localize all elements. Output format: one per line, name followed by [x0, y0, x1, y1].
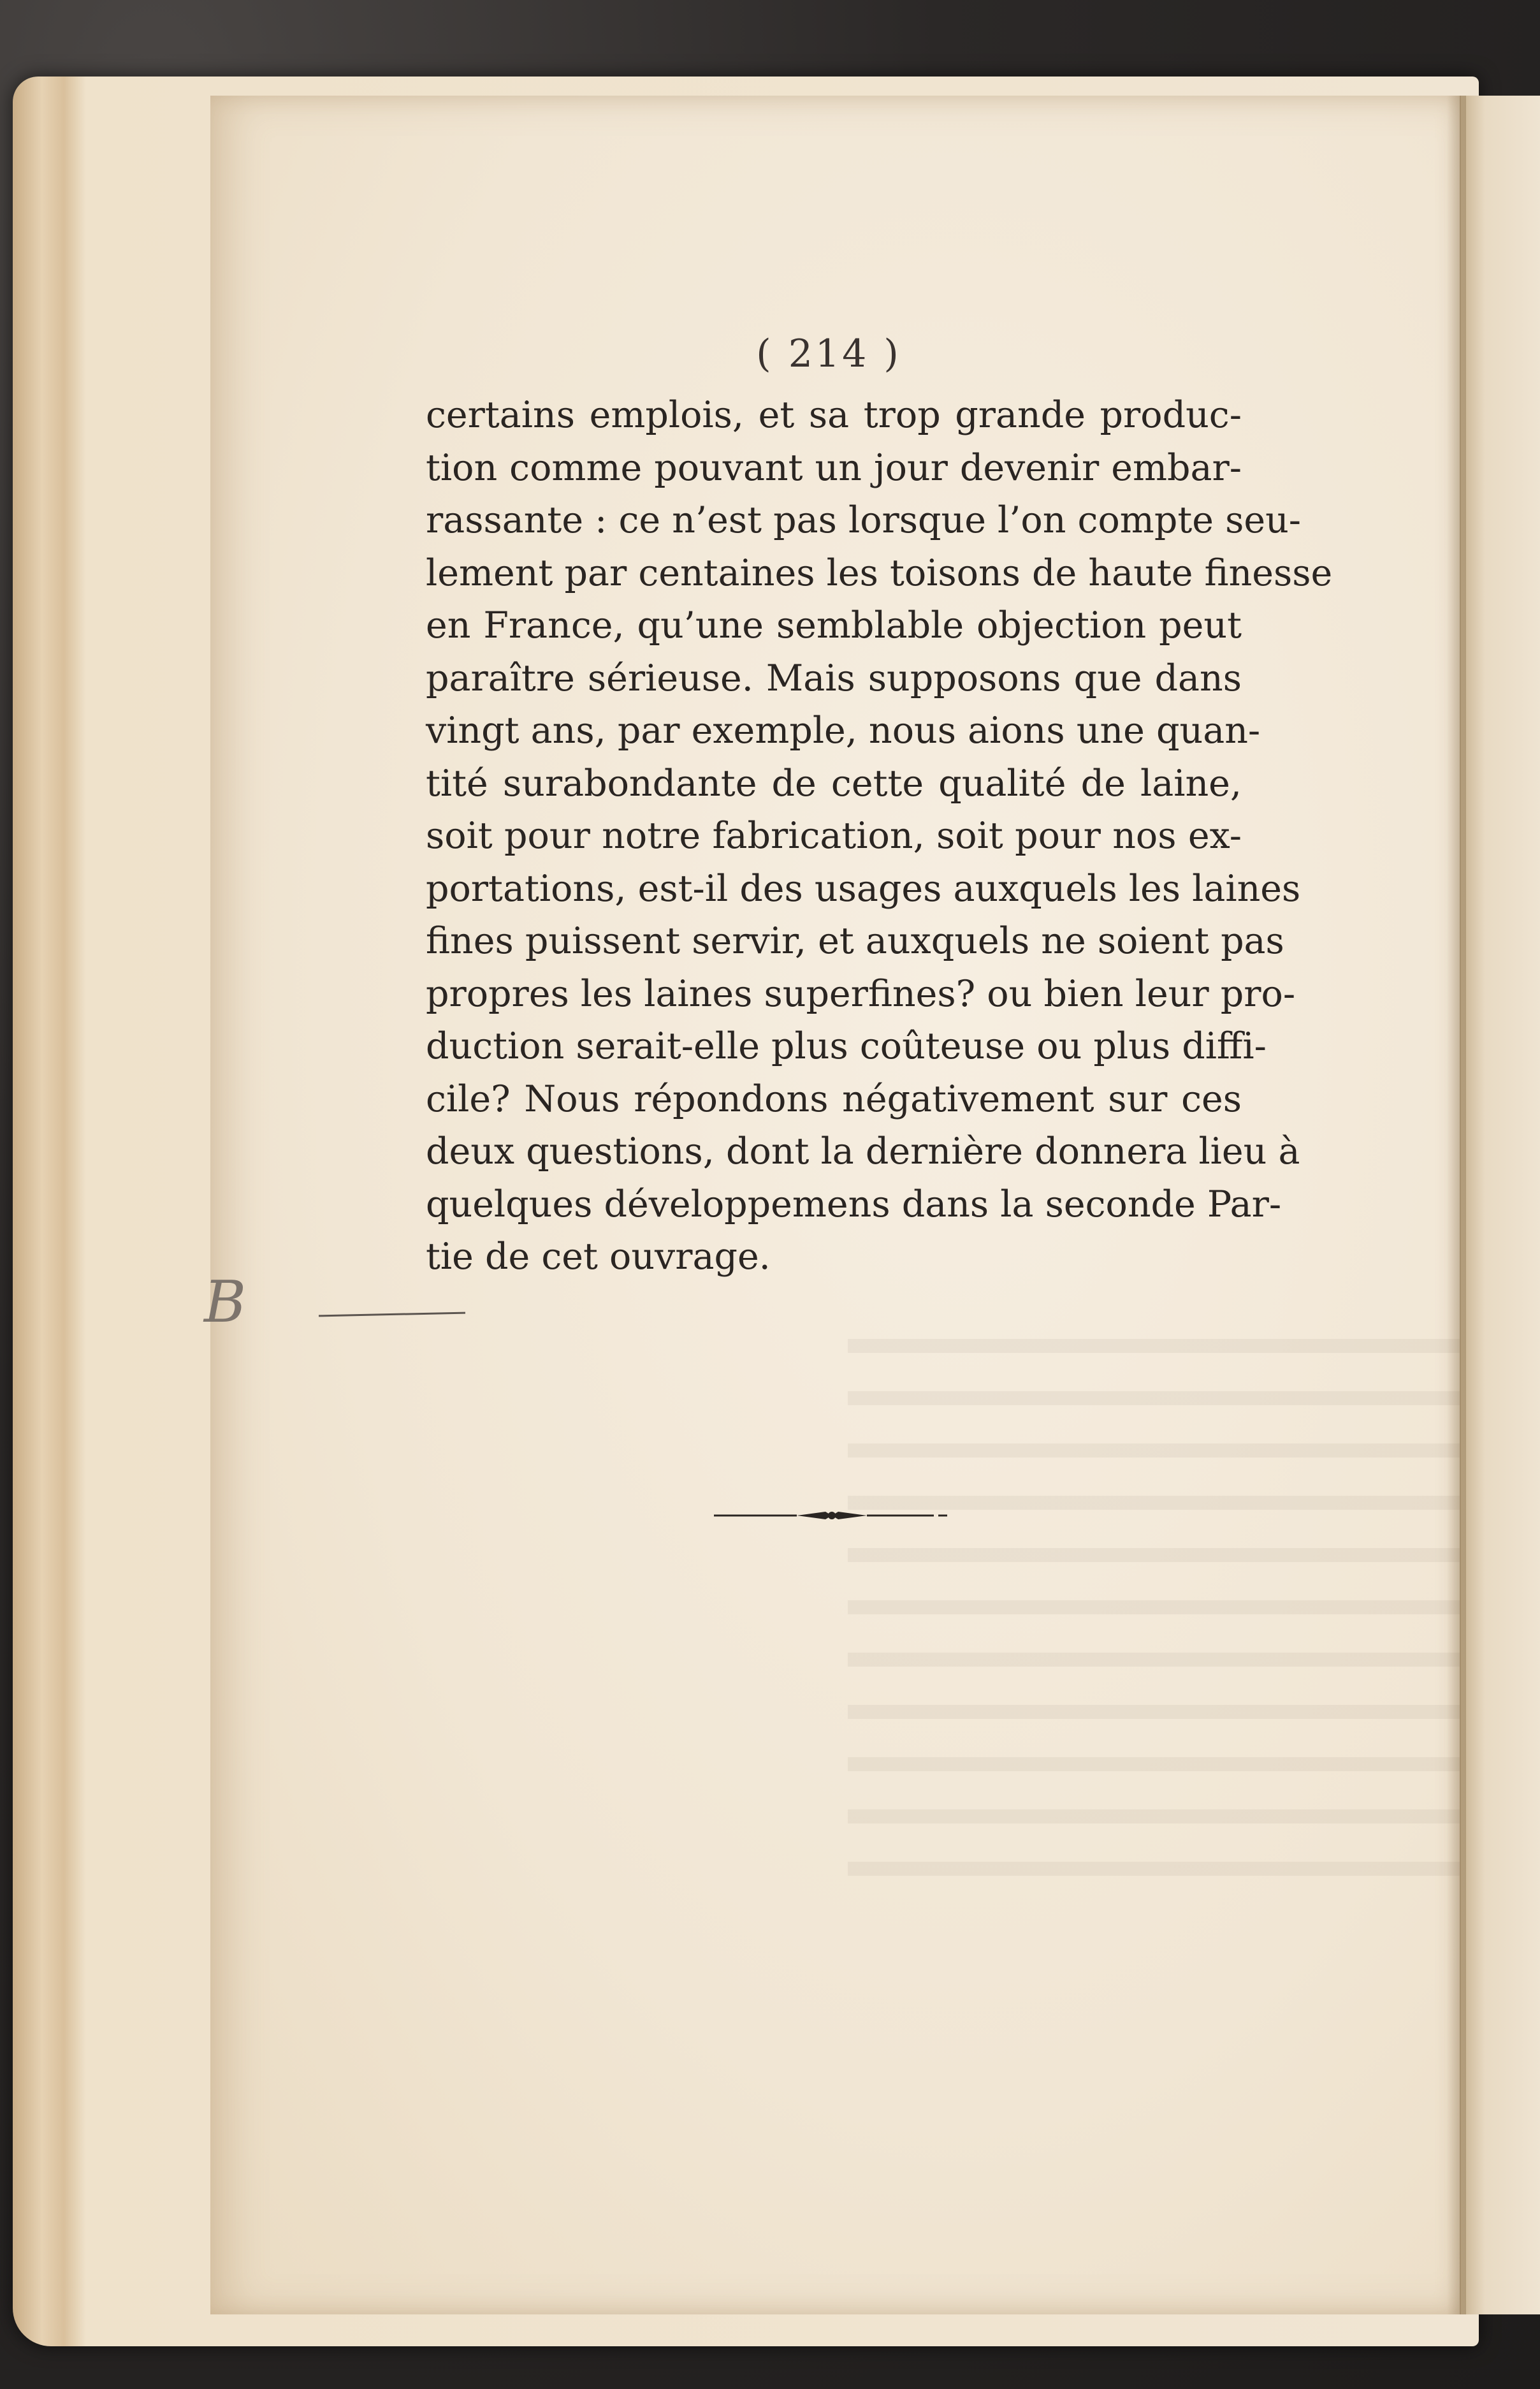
ornament-leaf-right: [832, 1512, 867, 1519]
text-line: paraître sérieuse. Mais supposons que dans: [426, 657, 1242, 699]
text-line: soit pour notre fabrication, soit pour nos ex-: [426, 815, 1242, 857]
text-line: portations, est-il des usages auxquels les laines: [426, 867, 1301, 910]
text-line: quelques développemens dans la seconde Par-: [426, 1183, 1282, 1225]
text-line: en France, qu’une semblable objection peut: [426, 604, 1242, 647]
facing-page-edge: [1460, 96, 1540, 2314]
text-line: propres les laines superfines? ou bien leur pro-: [426, 972, 1296, 1015]
page-number: ( 214 ): [756, 332, 901, 376]
ornament-leaf-left: [797, 1512, 832, 1519]
text-line: tion comme pouvant un jour devenir embar-: [426, 446, 1242, 489]
ornament-divider: [714, 1508, 950, 1523]
page-fold-shadow: [1447, 96, 1466, 2314]
show-through-text: [848, 1339, 1460, 1913]
text-line: duction serait-elle plus coûteuse ou plus diffi-: [426, 1025, 1267, 1067]
text-line: cile? Nous répondons négativement sur ces: [426, 1078, 1242, 1120]
pencil-margin-note: B: [204, 1269, 247, 1336]
text-line: certains emplois, et sa trop grande produc-: [426, 394, 1242, 436]
text-line: deux questions, dont la dernière donnera lieu à: [426, 1130, 1300, 1173]
text-line: tité surabondante de cette qualité de laine,: [426, 762, 1242, 805]
text-line: vingt ans, par exemple, nous aions une quan-: [426, 710, 1261, 752]
text-line: fines puissent servir, et auxquels ne soient pas: [426, 920, 1284, 962]
text-line: tie de cet ouvrage.: [426, 1236, 771, 1278]
text-line: rassante : ce n’est pas lorsque l’on compte seu-: [426, 499, 1302, 541]
body-text: [426, 389, 1333, 1283]
text-line: lement par centaines les toisons de haute finesse: [426, 552, 1333, 594]
